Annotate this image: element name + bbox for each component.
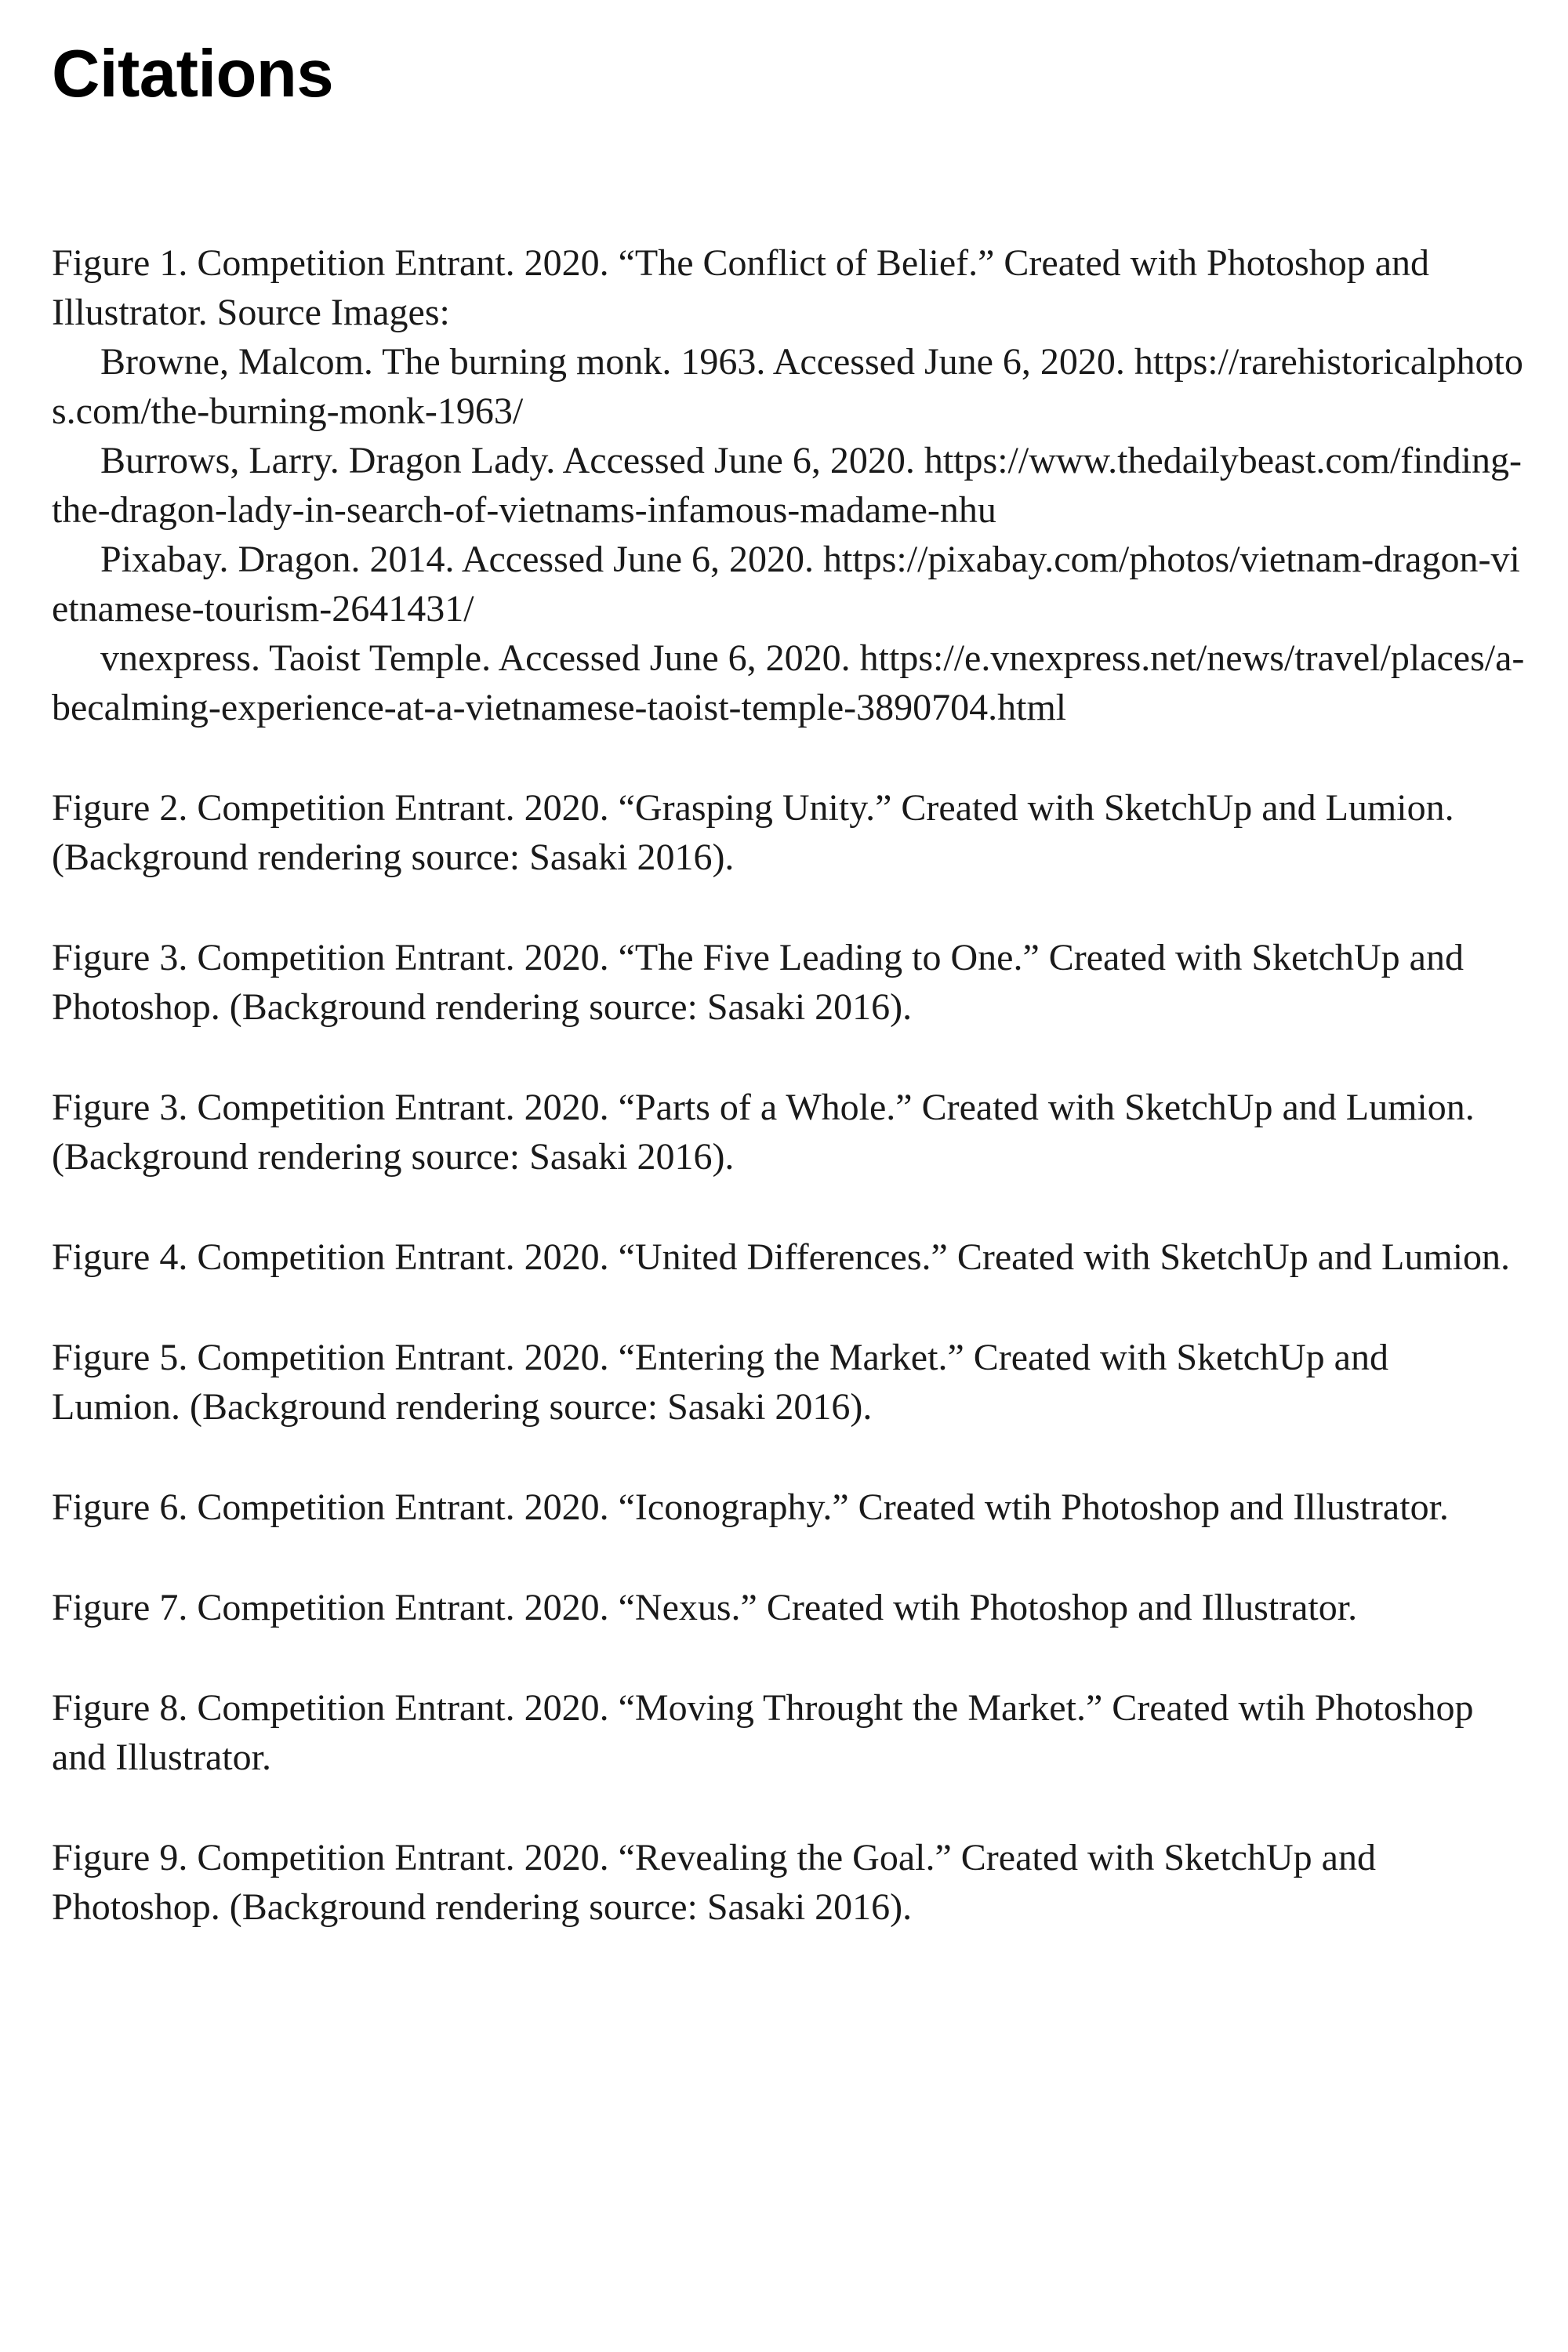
source-image-citation: Pixabay. Dragon. 2014. Accessed June 6, 2020. https://pixabay.com/photos/vietnam-dragon-vietnamese-tourism-2641431/ <box>52 539 1520 630</box>
citation-text: Figure 9. Competition Entrant. 2020. “Revealing the Goal.” Created with SketchUp and Photoshop. (Background rendering source: Sasaki 2016). <box>52 1837 1376 1928</box>
citation-entry-figure-7 <box>52 1583 1526 1632</box>
source-image-citation: Browne, Malcom. The burning monk. 1963. Accessed June 6, 2020. https://rarehistoricalphotos.com/the-burning-monk-1963/ <box>52 341 1523 432</box>
citation-entry-figure-1 <box>52 238 1526 732</box>
source-image-citation: Burrows, Larry. Dragon Lady. Accessed June 6, 2020. https://www.thedailybeast.com/finding-the-dragon-lady-in-search-of-vietnams-infamous-madame-nhu <box>52 440 1522 531</box>
citation-text: Figure 1. Competition Entrant. 2020. “The Conflict of Belief.” Created with Photoshop and Illustrator. Source Images: <box>52 242 1430 333</box>
source-image-citation: vnexpress. Taoist Temple. Accessed June 6, 2020. https://e.vnexpress.net/news/travel/places/a-becalming-experience-at-a-vietnamese-taoist-temple-3890704.html <box>52 637 1525 728</box>
citation-text: Figure 3. Competition Entrant. 2020. “Parts of a Whole.” Created with SketchUp and Lumion. (Background rendering source: Sasaki 2016). <box>52 1087 1475 1178</box>
page-title: Citations <box>52 37 334 111</box>
citation-text: Figure 5. Competition Entrant. 2020. “Entering the Market.” Created with SketchUp and Lumion. (Background rendering source: Sasaki 2016). <box>52 1337 1388 1428</box>
citation-text: Figure 2. Competition Entrant. 2020. “Grasping Unity.” Created with SketchUp and Lumion.(Background rendering source: Sasaki 2016). <box>52 787 1454 878</box>
citation-entry-figure-5 <box>52 1333 1526 1432</box>
citation-text: Figure 6. Competition Entrant. 2020. “Iconography.” Created wtih Photoshop and Illustrator. <box>52 1486 1449 1528</box>
citation-entry-figure-3 <box>52 933 1526 1032</box>
citation-entry-figure-3b <box>52 1083 1526 1181</box>
citation-entry-figure-4 <box>52 1232 1526 1282</box>
citation-text: Figure 3. Competition Entrant. 2020. “The Five Leading to One.” Created with SketchUp and Photoshop. (Background rendering source: Sasaki 2016). <box>52 937 1464 1028</box>
citation-entry-figure-8 <box>52 1683 1526 1782</box>
citation-entry-figure-9 <box>52 1833 1526 1932</box>
citations-list <box>52 238 1526 1983</box>
citation-text: Figure 7. Competition Entrant. 2020. “Nexus.” Created wtih Photoshop and Illustrator. <box>52 1587 1358 1628</box>
citation-text: Figure 8. Competition Entrant. 2020. “Moving Throught the Market.” Created wtih Photoshop and Illustrator. <box>52 1687 1474 1778</box>
citation-entry-figure-6 <box>52 1483 1526 1532</box>
citation-text: Figure 4. Competition Entrant. 2020. “United Differences.” Created with SketchUp and Lumion. <box>52 1236 1511 1278</box>
citation-entry-figure-2 <box>52 783 1526 882</box>
